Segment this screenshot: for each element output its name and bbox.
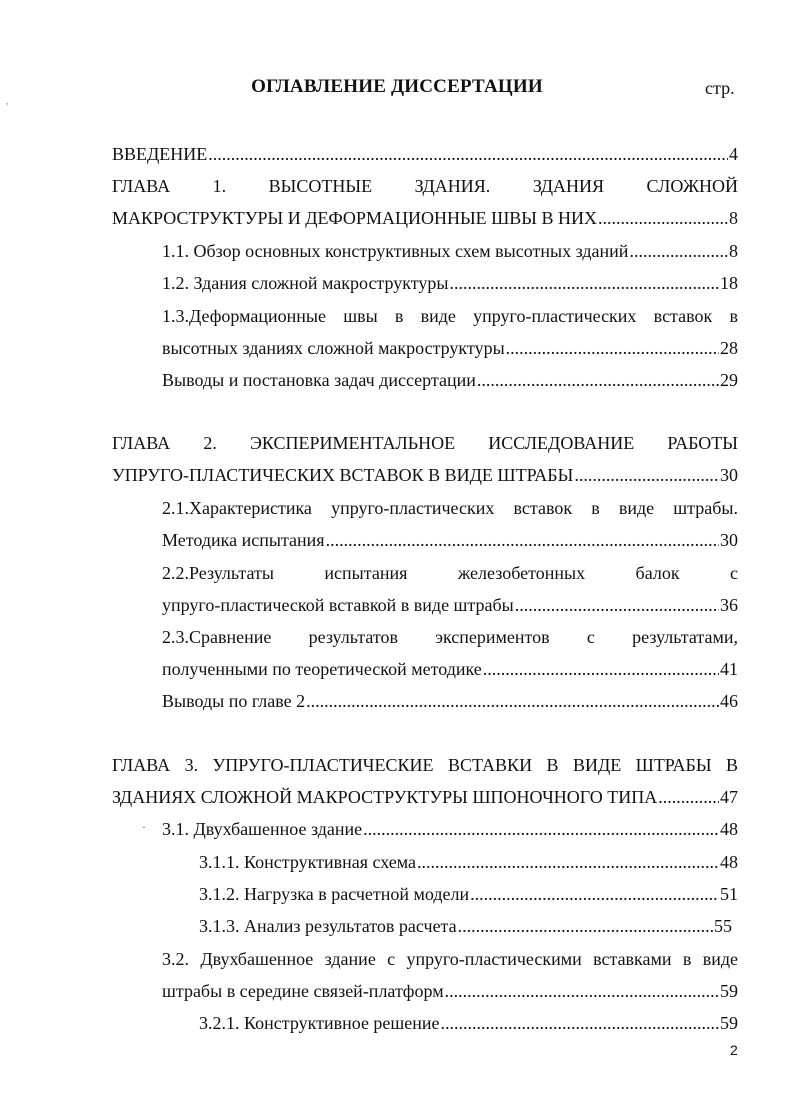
toc-entry-text: Методика испытания bbox=[162, 530, 325, 550]
toc-page-number: 8 bbox=[729, 241, 738, 261]
toc-page-number: 59 bbox=[720, 1013, 738, 1033]
toc-page-number: 41 bbox=[720, 659, 738, 679]
toc-entry-3-2-1 bbox=[199, 1012, 738, 1034]
toc-entry-2-3-line1: 2.3.Сравнение результатов экспериментов с результатами, bbox=[162, 627, 738, 647]
chapter-3-heading: ГЛАВА 3. УПРУГО-ПЛАСТИЧЕСКИЕ ВСТАВКИ В ВИДЕ ШТРАБЫ В bbox=[112, 755, 738, 775]
toc-entry-text: полученными по теоретической методике bbox=[162, 659, 482, 679]
toc-entry-ch2 bbox=[112, 464, 738, 486]
leader-dots bbox=[477, 369, 719, 391]
chapter-2-heading: ГЛАВА 2. ЭКСПЕРИМЕНТАЛЬНОЕ ИССЛЕДОВАНИЕ РАБОТЫ bbox=[112, 433, 738, 453]
toc-entry-text: 1.2. Здания сложной макроструктуры bbox=[162, 273, 449, 293]
toc-entry-ch3 bbox=[112, 786, 738, 808]
leader-dots bbox=[483, 658, 719, 680]
toc-entry-3-2 bbox=[162, 980, 738, 1002]
toc-entry-2-1 bbox=[162, 529, 738, 551]
toc-page-number: 30 bbox=[720, 530, 738, 550]
leader-dots bbox=[363, 818, 719, 840]
toc-page-number: 55 bbox=[714, 916, 732, 936]
leader-dots bbox=[208, 143, 728, 165]
toc-entry-3-1-1 bbox=[199, 851, 738, 873]
scan-mark: , bbox=[6, 96, 9, 106]
leader-dots bbox=[445, 980, 719, 1002]
toc-entry-text: штрабы в середине связей-платформ bbox=[162, 981, 444, 1001]
leader-dots bbox=[658, 786, 719, 808]
toc-entry-text: ВВЕДЕНИЕ bbox=[112, 144, 208, 164]
toc-entry-text: 1.1. Обзор основных конструктивных схем высотных зданий bbox=[162, 241, 629, 261]
toc-entry-2-conclusions bbox=[162, 690, 738, 712]
chapter-1-heading: ГЛАВА 1. ВЫСОТНЫЕ ЗДАНИЯ. ЗДАНИЯ СЛОЖНОЙ bbox=[112, 176, 738, 196]
toc-page-number: 47 bbox=[720, 787, 738, 807]
toc-entry-text: упруго-пластической вставкой в виде штрабы bbox=[162, 595, 514, 615]
leader-dots bbox=[470, 883, 719, 905]
toc-entry-1-conclusions bbox=[162, 369, 738, 391]
toc-entry-3-1 bbox=[162, 818, 738, 840]
toc-entry-2-2-line1: 2.2.Результаты испытания железобетонных балок с bbox=[162, 563, 738, 583]
toc-page-number: 48 bbox=[720, 852, 738, 872]
toc-page-number: 29 bbox=[720, 370, 738, 390]
toc-entry-text: ЗДАНИЯХ СЛОЖНОЙ МАКРОСТРУКТУРЫ ШПОНОЧНОГО ТИПА bbox=[112, 787, 658, 807]
toc-entry-text: 3.2.1. Конструктивное решение bbox=[199, 1013, 440, 1033]
toc-entry-text: УПРУГО-ПЛАСТИЧЕСКИХ ВСТАВОК В ВИДЕ ШТРАБЫ bbox=[112, 465, 574, 485]
leader-dots bbox=[515, 594, 719, 616]
toc-page-number: 28 bbox=[720, 338, 738, 358]
leader-dots bbox=[629, 240, 728, 262]
toc-entry-text: 3.1.1. Конструктивная схема bbox=[199, 852, 417, 872]
toc-entry-text: Выводы по главе 2 bbox=[162, 691, 306, 711]
leader-dots bbox=[506, 337, 719, 359]
toc-page-number: 59 bbox=[720, 981, 738, 1001]
toc-entry-2-2 bbox=[162, 594, 738, 616]
leader-dots bbox=[306, 690, 719, 712]
toc-entry-text: 3.1.2. Нагрузка в расчетной модели bbox=[199, 884, 470, 904]
toc-page-number: 8 bbox=[729, 208, 738, 228]
toc-entry-3-1-3 bbox=[199, 915, 732, 937]
page-number: 2 bbox=[730, 1042, 738, 1058]
leader-dots bbox=[450, 272, 719, 294]
toc-entry-1-1 bbox=[162, 240, 738, 262]
toc-page-number: 36 bbox=[720, 595, 738, 615]
page-column-label: стр. bbox=[705, 78, 735, 98]
toc-entry-text: 3.1.3. Анализ результатов расчета bbox=[199, 916, 457, 936]
leader-dots bbox=[417, 851, 719, 873]
toc-page-number: 18 bbox=[720, 273, 738, 293]
toc-entry-1-3 bbox=[162, 337, 738, 359]
toc-entry-2-1-line1: 2.1.Характеристика упруго-пластических вставок в виде штрабы. bbox=[162, 498, 738, 518]
toc-entry-3-2-line1: 3.2. Двухбашенное здание с упруго-пластическими вставками в виде bbox=[162, 949, 738, 969]
leader-dots bbox=[326, 529, 719, 551]
leader-dots bbox=[458, 915, 713, 937]
toc-page-number: 4 bbox=[729, 144, 738, 164]
toc-entry-3-1-2 bbox=[199, 883, 738, 905]
toc-entry-2-3 bbox=[162, 658, 738, 680]
toc-entry-text: МАКРОСТРУКТУРЫ И ДЕФОРМАЦИОННЫЕ ШВЫ В НИХ bbox=[112, 208, 597, 228]
leader-dots bbox=[598, 207, 728, 229]
toc-entry-text: 3.1. Двухбашенное здание bbox=[162, 819, 363, 839]
leader-dots bbox=[441, 1012, 719, 1034]
toc-entry-ch1 bbox=[112, 207, 738, 229]
toc-entry-text: высотных зданиях сложной макроструктуры bbox=[162, 338, 505, 358]
leader-dots bbox=[574, 464, 719, 486]
page-title: ОГЛАВЛЕНИЕ ДИССЕРТАЦИИ bbox=[251, 76, 543, 97]
toc-page-number: 30 bbox=[720, 465, 738, 485]
toc-entry-1-2 bbox=[162, 272, 738, 294]
toc-page-number: 51 bbox=[720, 884, 738, 904]
scan-mark: · bbox=[142, 820, 146, 834]
toc-entry-text: Выводы и постановка задач диссертации bbox=[162, 370, 476, 390]
toc-page-number: 46 bbox=[720, 691, 738, 711]
toc-entry-intro bbox=[112, 143, 738, 165]
toc-page-number: 48 bbox=[720, 819, 738, 839]
toc-entry-1-3-line1: 1.3.Деформационные швы в виде упруго-пластических вставок в bbox=[162, 306, 738, 326]
